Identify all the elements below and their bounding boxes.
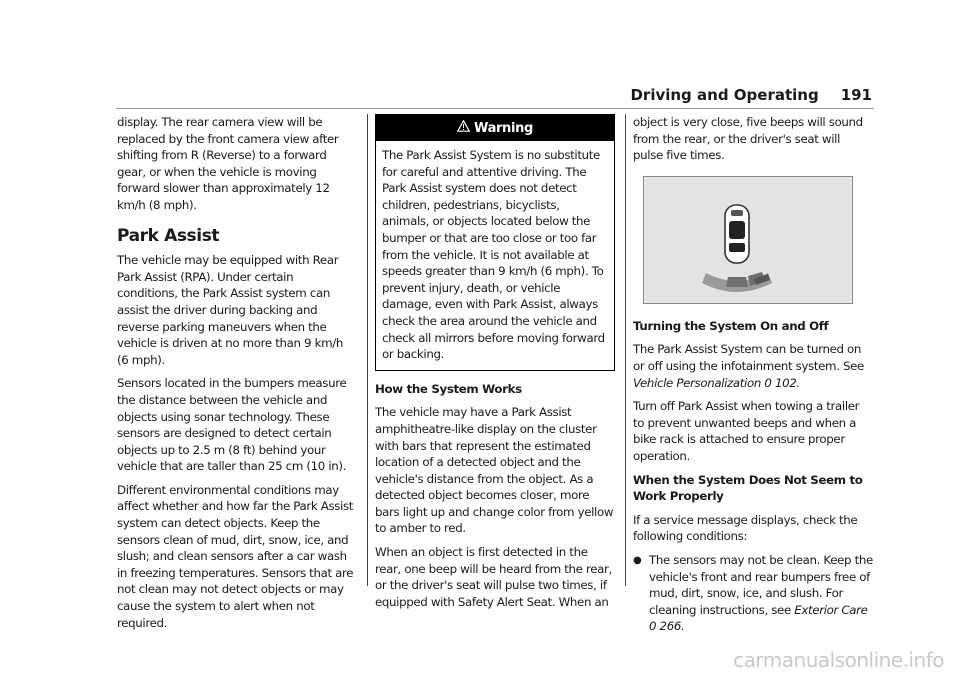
page-reference[interactable]: 0 102. xyxy=(764,375,800,390)
intro-paragraph: display. The rear camera view will be replaced by the front camera view after shifting from R (Reverse) to a forward gear, or when the vehicle is moving forward slower than approximately 12 km/h (8 mph). xyxy=(117,115,339,212)
paragraph xyxy=(633,341,873,391)
warning-text: The Park Assist System is no substitute for careful and attentive driving. The Park Assist system does not detect children, pedestrians, bicyclists, animals, or objects located below the bumper or that are too close or too far from the vehicle. It is not available at speeds greater than 9 km/h (6 mph). To prevent injury, death, or vehicle damage, even with Park Assist, always check the area around the vehicle and check all mirrors before moving forward or backing. xyxy=(382,148,605,362)
subheading: How the System Works xyxy=(375,381,522,396)
column-divider xyxy=(625,114,626,586)
column-2 xyxy=(375,114,615,617)
watermark: carmanualsonline.info xyxy=(733,648,944,672)
column-divider xyxy=(367,114,368,586)
bullet-body: The sensors may not be clean. Keep the vehicle's front and rear bumpers free of mud, dirt, snow, ice, and slush. For cleaning instructions, see xyxy=(649,552,873,617)
page-number: 191 xyxy=(840,86,872,104)
bullet-item xyxy=(633,552,873,635)
paragraph-text: The Park Assist System can be turned on or off using the infotainment system. See xyxy=(633,342,864,373)
bullet-text xyxy=(649,552,873,635)
paragraph: Sensors located in the bumpers measure the distance between the vehicle and objects using sonar technology. These sensors are designed to detect certain objects up to 2.5 m (8 ft) behind your vehicle that are taller than 25 cm (10 in). xyxy=(117,376,347,474)
column-1 xyxy=(117,114,357,638)
paragraph: If a service message displays, check the following conditions: xyxy=(633,512,858,544)
page-header xyxy=(630,86,872,104)
bullet-icon: ● xyxy=(633,554,642,566)
paragraph: Turn off Park Assist when towing a trailer to prevent unwanted beeps and when a bike rack is attached to ensure proper operation. xyxy=(633,399,860,463)
warning-box xyxy=(375,114,615,371)
cross-reference-link[interactable]: Exterior Care xyxy=(794,602,868,617)
intro-paragraph: object is very close, five beeps will sound from the rear, or the driver's seat will pulse five times. xyxy=(633,115,863,163)
warning-icon xyxy=(457,115,470,141)
warning-title: Warning xyxy=(474,121,533,136)
paragraph: Different environmental conditions may affect whether and how far the Park Assist system can detect objects. Keep the sensors clean of mud, dirt, snow, ice, and slush; and clean sensors after a car wash in freezing temperatures. Sensors that are not clean may not detect objects or may cause the system to alert when not required. xyxy=(117,482,354,630)
park-assist-display-illustration xyxy=(643,176,853,304)
warning-header xyxy=(376,115,614,141)
paragraph: When an object is first detected in the rear, one beep will be heard from the rear, or the driver's seat will pulse two times, if equipped with Safety Alert Seat. When an xyxy=(375,545,612,609)
page-reference[interactable]: 0 266. xyxy=(649,619,685,634)
subheading: When the System Does Not Seem to Work Properly xyxy=(633,472,863,504)
section-heading: Park Assist xyxy=(117,225,220,246)
header-rule xyxy=(116,108,874,109)
subheading: Turning the System On and Off xyxy=(633,318,829,333)
section-title: Driving and Operating xyxy=(630,86,819,104)
cross-reference-link[interactable]: Vehicle Personalization xyxy=(633,375,761,390)
column-3 xyxy=(633,114,873,635)
paragraph: The vehicle may have a Park Assist amphitheatre-like display on the cluster with bars that represent the estimated location of a detected object and the vehicle's distance from the object. As a detected object becomes closer, more bars light up and change color from yellow to amber to red. xyxy=(375,405,614,536)
paragraph: The vehicle may be equipped with Rear Park Assist (RPA). Under certain conditions, the Park Assist system can assist the driver during backing and reverse parking maneuvers when the vehicle is driven at no more than 9 km/h (6 mph). xyxy=(117,253,343,367)
